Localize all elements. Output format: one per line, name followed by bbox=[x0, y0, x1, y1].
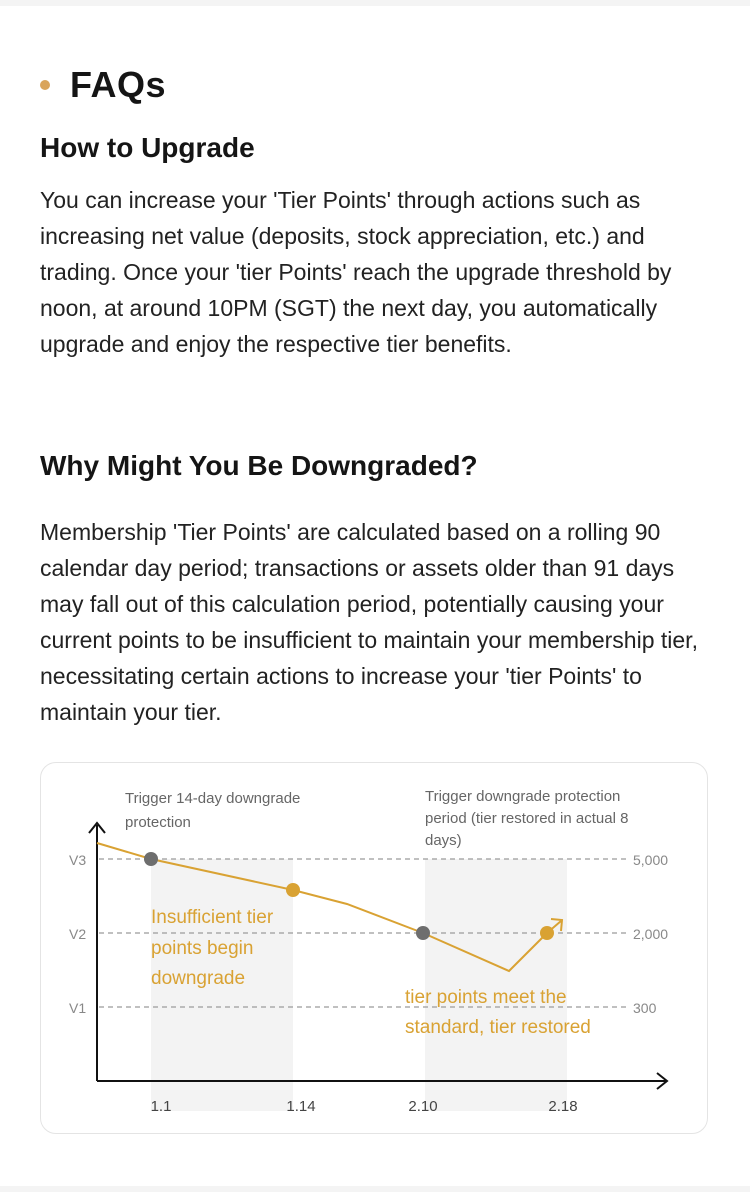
page-title: FAQs bbox=[70, 64, 167, 105]
tier-points-v1: 300 bbox=[633, 1000, 657, 1016]
faq-header bbox=[40, 64, 166, 106]
tier-label-v3: V3 bbox=[69, 852, 87, 868]
x-tick-label: 1.1 bbox=[150, 1098, 172, 1115]
data-point-v3-start bbox=[144, 852, 158, 866]
tier-points-v3: 5,000 bbox=[633, 852, 669, 868]
faq-page bbox=[0, 6, 750, 1186]
protection-band-2 bbox=[425, 859, 567, 1111]
downgrade-note-line3: downgrade bbox=[151, 968, 246, 989]
data-point-restored bbox=[540, 926, 554, 940]
downgrade-chart-card bbox=[40, 762, 708, 1134]
restored-note-line2: standard, tier restored bbox=[405, 1017, 591, 1038]
section-heading-downgrade: Why Might You Be Downgraded? bbox=[40, 450, 478, 481]
downgrade-note-line2: points begin bbox=[151, 938, 254, 959]
data-point-downgrade-start bbox=[286, 883, 300, 897]
x-tick-label: 2.10 bbox=[408, 1098, 438, 1115]
band1-caption-line2: protection bbox=[125, 814, 191, 831]
section-body-upgrade: You can increase your 'Tier Points' through actions such as increasing net value (deposits, stock appreciation, etc.) and trading. Once your 'tier Points' reach the upgrade threshold by noon, at around 10PM (SGT) the next day, you automatically upgrade and enjoy the respective tier benefits. bbox=[40, 187, 672, 357]
band2-caption-line3: days) bbox=[425, 832, 462, 849]
x-tick-label: 2.18 bbox=[548, 1098, 578, 1115]
band2-caption-line2: period (tier restored in actual 8 bbox=[425, 810, 629, 827]
data-point-v2 bbox=[416, 926, 430, 940]
tier-points-v2: 2,000 bbox=[633, 926, 669, 942]
x-tick-label: 1.14 bbox=[286, 1098, 316, 1115]
downgrade-note-line1: Insufficient tier bbox=[151, 907, 274, 928]
band2-caption-line1: Trigger downgrade protection bbox=[425, 788, 621, 805]
tier-label-v1: V1 bbox=[69, 1000, 87, 1016]
bullet-dot-icon bbox=[40, 80, 50, 90]
downgrade-chart bbox=[41, 763, 709, 1135]
section-body-downgrade: Membership 'Tier Points' are calculated based on a rolling 90 calendar day period; transactions or assets older than 91 days may fall out of this calculation period, potentially causing your current points to be insufficient to maintain your membership tier, necessitating certain actions to increase your 'tier Points' to maintain your tier. bbox=[40, 519, 698, 725]
band1-caption-line1: Trigger 14-day downgrade bbox=[125, 790, 301, 807]
tier-label-v2: V2 bbox=[69, 926, 87, 942]
section-heading-upgrade: How to Upgrade bbox=[40, 132, 255, 163]
restored-note-line1: tier points meet the bbox=[405, 987, 567, 1008]
